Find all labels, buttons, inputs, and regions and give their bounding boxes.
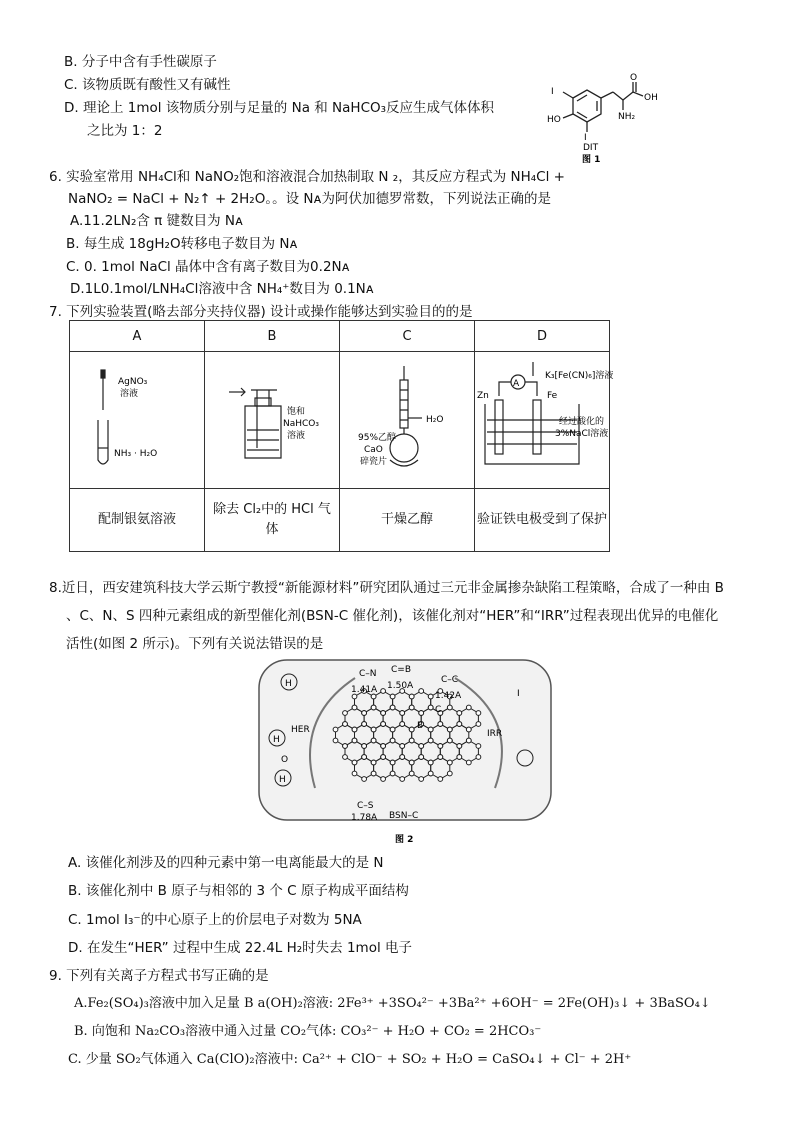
lattice-atom	[428, 694, 433, 699]
lattice-atom	[419, 744, 424, 749]
lattice-atom	[419, 711, 424, 716]
lattice-atom	[447, 738, 452, 743]
her-label: HER	[291, 725, 310, 735]
lattice-atom	[447, 771, 452, 776]
svg-text:O: O	[281, 755, 289, 765]
lattice-atom	[362, 722, 367, 727]
q9-option-b: B. 向饱和 Na₂CO₃溶液中通入过量 CO₂气体: CO₃²⁻ + H₂O + CO₂ = 2HCO₃⁻	[74, 1024, 542, 1039]
lattice-atom	[438, 755, 443, 760]
svg-text:1.50A: 1.50A	[387, 681, 414, 691]
q7-figure-a-cell	[70, 352, 205, 489]
svg-text:溶液: 溶液	[120, 389, 139, 399]
lattice-atom	[447, 727, 452, 732]
q7-stem: 7. 下列实验装置(略去部分夹持仪器) 设计或操作能够达到实验目的的是	[49, 304, 473, 320]
svg-text:H₂O: H₂O	[426, 415, 444, 425]
lattice-atom	[352, 705, 357, 710]
q7-caption-d: 验证铁电极受到了保护	[475, 489, 610, 552]
lattice-atom	[362, 755, 367, 760]
figure-1-dit-structure	[535, 72, 665, 164]
svg-text:K₃[Fe(CN)₆]溶液: K₃[Fe(CN)₆]溶液	[545, 371, 614, 381]
lattice-atom	[371, 771, 376, 776]
lattice-atom	[476, 711, 481, 716]
lattice-atom	[390, 705, 395, 710]
q7-header-d: D	[475, 321, 610, 352]
lattice-atom	[343, 722, 348, 727]
q9-option-c: C. 少量 SO₂气体通入 Ca(ClO)₂溶液中: Ca²⁺ + ClO⁻ + SO₂ + H₂O = CaSO₄↓ + Cl⁻ + 2H⁺	[68, 1052, 632, 1067]
q6-option-b: B. 每生成 18gH₂O转移电子数目为 Nᴀ	[66, 236, 298, 252]
q7-figure-a	[70, 360, 190, 480]
svg-text:C–N: C–N	[359, 669, 377, 679]
q5-option-b: B. 分子中含有手性碳原子	[64, 54, 217, 70]
lattice-atom	[362, 744, 367, 749]
q7-figure-b-cell	[205, 352, 340, 489]
q8-option-b: B. 该催化剂中 B 原子与相邻的 3 个 C 原子构成平面结构	[68, 883, 409, 899]
lattice-atom	[343, 711, 348, 716]
figure-1-caption: 图 1	[582, 155, 601, 164]
q7-header-b: B	[205, 321, 340, 352]
lattice-atom	[352, 760, 357, 765]
lattice-atom	[381, 777, 386, 782]
svg-text:H: H	[285, 679, 292, 689]
svg-text:3%NaCl溶液: 3%NaCl溶液	[555, 429, 609, 439]
lattice-atom	[352, 727, 357, 732]
lattice-atom	[447, 760, 452, 765]
lattice-atom	[381, 722, 386, 727]
lattice-atom	[362, 777, 367, 782]
lattice-atom	[476, 722, 481, 727]
lattice-atom	[409, 727, 414, 732]
lattice-atom	[352, 771, 357, 776]
svg-text:1.78A: 1.78A	[351, 813, 378, 823]
q8-option-c: C. 1mol I₃⁻的中心原子上的价层电子对数为 5NA	[68, 912, 362, 928]
svg-text:1.41A: 1.41A	[351, 685, 378, 695]
svg-text:B: B	[417, 721, 424, 731]
dit-iodine-top: I	[551, 87, 554, 97]
lattice-atom	[419, 689, 424, 694]
lattice-atom	[457, 722, 462, 727]
lattice-atom	[381, 744, 386, 749]
q5-option-c: C. 该物质既有酸性又有碱性	[64, 77, 231, 93]
lattice-atom	[343, 755, 348, 760]
q7-header-c: C	[340, 321, 475, 352]
q7-header-a: A	[70, 321, 205, 352]
lattice-atom	[343, 744, 348, 749]
dit-ho: HO	[547, 115, 561, 125]
q7-caption-c: 干燥乙醇	[340, 489, 475, 552]
svg-text:NH₃ · H₂O: NH₃ · H₂O	[114, 449, 158, 459]
lattice-atom	[476, 744, 481, 749]
lattice-atom	[400, 722, 405, 727]
lattice-atom	[428, 760, 433, 765]
svg-text:饱和: 饱和	[287, 407, 306, 417]
lattice-atom	[371, 705, 376, 710]
dit-oh: OH	[644, 93, 658, 103]
svg-text:C: C	[435, 705, 442, 715]
lattice-atom	[390, 727, 395, 732]
lattice-atom	[428, 727, 433, 732]
lattice-atom	[333, 727, 338, 732]
dit-carbonyl-o: O	[630, 73, 638, 83]
lattice-atom	[428, 771, 433, 776]
q7-figure-d	[475, 360, 635, 480]
svg-text:AgNO₃: AgNO₃	[118, 377, 148, 387]
bsn-c-label: BSN–C	[389, 811, 419, 821]
q8-stem-line1: 8.近日，西安建筑科技大学云斯宁教授“新能源材料”研究团队通过三元非金属掺杂缺陷工程策略，合成了一种由 B	[49, 580, 724, 596]
svg-text:C–C: C–C	[441, 675, 459, 685]
q8-option-a: A. 该催化剂涉及的四种元素中第一电离能最大的是 N	[68, 855, 384, 871]
lattice-atom	[362, 711, 367, 716]
lattice-atom	[476, 755, 481, 760]
q8-stem-line2: 、C、N、S 四种元素组成的新型催化剂(BSN-C 催化剂)，该催化剂对“HER”和“IRR”过程表现出优异的电催化	[66, 608, 719, 624]
svg-text:NaHCO₃: NaHCO₃	[283, 419, 319, 429]
lattice-atom	[400, 744, 405, 749]
ammeter-label: A	[513, 379, 520, 389]
q7-figure-b	[205, 360, 335, 480]
q7-figure-d-cell	[475, 352, 614, 489]
lattice-atom	[457, 711, 462, 716]
lattice-atom	[400, 777, 405, 782]
lattice-atom	[466, 705, 471, 710]
lattice-atom	[371, 738, 376, 743]
q6-option-a: A.11.2LN₂含 π 键数目为 Nᴀ	[70, 213, 243, 229]
lattice-atom	[352, 738, 357, 743]
figure-2-bsn-c-catalyst	[255, 658, 555, 850]
lattice-atom	[381, 755, 386, 760]
dit-label: DIT	[583, 143, 599, 153]
svg-text:溶液: 溶液	[287, 431, 306, 441]
svg-text:碎瓷片: 碎瓷片	[360, 457, 388, 467]
svg-text:I: I	[517, 689, 520, 699]
svg-text:Fe: Fe	[547, 391, 558, 401]
svg-text:经过酸化的: 经过酸化的	[559, 417, 605, 427]
lattice-atom	[409, 738, 414, 743]
q5-option-d: D. 理论上 1mol 该物质分别与足量的 Na 和 NaHCO₃反应生成气体体积	[64, 100, 495, 116]
lattice-atom	[390, 771, 395, 776]
lattice-atom	[333, 738, 338, 743]
lattice-atom	[371, 727, 376, 732]
lattice-atom	[428, 705, 433, 710]
svg-text:C=B: C=B	[391, 665, 411, 675]
q9-option-a: A.Fe₂(SO₄)₃溶液中加入足量 B a(OH)₂溶液: 2Fe³⁺ +3SO₄²⁻ +3Ba²⁺ +6OH⁻ = 2Fe(OH)₃↓ + 3BaSO₄↓	[74, 996, 711, 1011]
lattice-atom	[457, 755, 462, 760]
q6-option-d: D.1L0.1mol/LNH₄Cl溶液中含 NH₄⁺数目为 0.1Nᴀ	[70, 281, 374, 297]
q6-stem-line1: 6. 实验室常用 NH₄Cl和 NaNO₂饱和溶液混合加热制取 N ₂，其反应方程式为 NH₄Cl +	[49, 169, 565, 185]
figure-2-caption: 图 2	[395, 835, 414, 845]
lattice-atom	[419, 755, 424, 760]
q6-option-c: C. 0. 1mol NaCl 晶体中含有离子数目为0.2Nᴀ	[66, 259, 350, 275]
q7-figure-c-cell	[340, 352, 475, 489]
q7-figure-c	[340, 360, 470, 480]
q6-stem-line2: NaNO₂ = NaCl + N₂↑ + 2H₂O。。设 Nᴀ为阿伏加德罗常数，下列说法正确的是	[68, 191, 551, 207]
dit-iodine-bottom: I	[584, 133, 587, 143]
lattice-atom	[409, 705, 414, 710]
q8-option-d: D. 在发生“HER” 过程中生成 22.4L H₂时失去 1mol 电子	[68, 940, 413, 956]
q7-caption-a: 配制银氨溶液	[70, 489, 205, 552]
lattice-atom	[438, 744, 443, 749]
lattice-atom	[428, 738, 433, 743]
lattice-atom	[438, 777, 443, 782]
lattice-atom	[466, 760, 471, 765]
q9-stem: 9. 下列有关离子方程式书写正确的是	[49, 968, 269, 984]
svg-text:H: H	[279, 775, 286, 785]
lattice-atom	[400, 711, 405, 716]
svg-text:CaO: CaO	[364, 445, 383, 455]
lattice-atom	[409, 694, 414, 699]
lattice-atom	[457, 744, 462, 749]
lattice-atom	[419, 777, 424, 782]
lattice-atom	[466, 727, 471, 732]
q5-option-d-cont: 之比为 1：2	[87, 123, 163, 139]
lattice-atom	[409, 771, 414, 776]
lattice-atom	[447, 705, 452, 710]
lattice-atom	[381, 689, 386, 694]
q7-caption-b: 除去 Cl₂中的 HCl 气体	[205, 489, 340, 552]
q8-stem-line3: 活性(如图 2 所示)。下列有关说法错误的是	[66, 636, 324, 652]
dit-nh2: NH₂	[618, 112, 636, 122]
svg-text:H: H	[273, 735, 280, 745]
lattice-atom	[390, 760, 395, 765]
svg-text:95%乙醇: 95%乙醇	[358, 433, 397, 443]
lattice-atom	[390, 694, 395, 699]
lattice-atom	[409, 760, 414, 765]
lattice-atom	[400, 755, 405, 760]
svg-text:1.42A: 1.42A	[435, 691, 462, 701]
lattice-atom	[390, 738, 395, 743]
irr-label: IRR	[487, 729, 503, 739]
svg-text:Zn: Zn	[477, 391, 489, 401]
lattice-atom	[371, 760, 376, 765]
lattice-atom	[438, 722, 443, 727]
svg-text:C–S: C–S	[357, 801, 374, 811]
q7-apparatus-table	[69, 320, 614, 552]
lattice-atom	[381, 711, 386, 716]
lattice-atom	[466, 738, 471, 743]
